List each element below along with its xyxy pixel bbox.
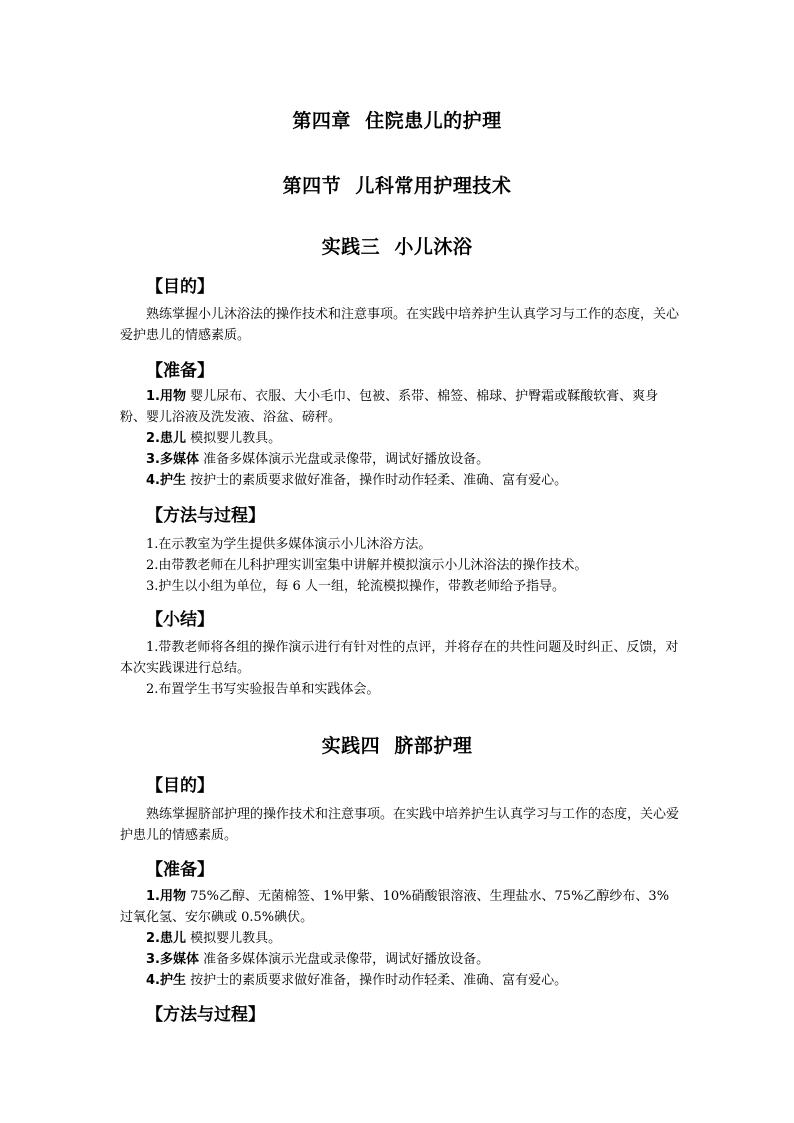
prep-item-text: 75%乙醇、无菌棉签、1%甲紫、10%硝酸银溶液、生理盐水、75%乙醇纱布、3%过氧化氢、安尔碘或 0.5%碘伏。: [120, 889, 670, 925]
prep-item-text: 准备多媒体演示光盘或录像带，调试好播放设备。: [198, 452, 490, 467]
practice4-prep-item-2: [146, 928, 281, 949]
practice3-method-item-3: 3.护生以小组为单位，每 6 人一组，轮流模拟操作，带教老师给予指导。: [146, 579, 565, 594]
practice3-summary-item-2: 2.布置学生书写实验报告单和实践体会。: [146, 682, 380, 697]
practice4-purpose-heading: 【目的】: [146, 776, 214, 796]
practice3-summary-heading: 【小结】: [146, 610, 214, 630]
section-title: 第四节 儿科常用护理技术: [282, 175, 512, 197]
prep-item-label: 4.护生: [146, 973, 186, 988]
practice4-method-heading: 【方法与过程】: [146, 1005, 265, 1025]
practice4-purpose-text: 熟练掌握脐部护理的操作技术和注意事项。在实践中培养护生认真学习与工作的态度，关心爱护患儿的情感素质。: [120, 807, 680, 843]
practice4-prep-item-1: [120, 886, 680, 928]
practice4-prep-item-3: [146, 949, 489, 970]
practice3-purpose-heading: 【目的】: [146, 277, 214, 297]
practice3-method-item-2: 2.由带教老师在儿科护理实训室集中讲解并模拟演示小儿沐浴法的操作技术。: [146, 558, 588, 573]
practice3-purpose-text: 熟练掌握小儿沐浴法的操作技术和注意事项。在实践中培养护生认真学习与工作的态度，关心爱护患儿的情感素质。: [120, 307, 680, 343]
practice3-prep-item-3: [146, 449, 489, 470]
practice4-prep-heading: 【准备】: [146, 860, 214, 880]
practice4-prep-item-4: [146, 970, 567, 991]
prep-item-text: 模拟婴儿教具。: [185, 931, 282, 946]
practice4-title: 实践四 脐部护理: [321, 735, 473, 757]
practice3-prep-item-2: [146, 428, 281, 449]
prep-item-text: 准备多媒体演示光盘或录像带，调试好播放设备。: [198, 952, 490, 967]
prep-item-label: 3.多媒体: [146, 452, 199, 467]
prep-item-label: 2.患儿: [146, 431, 186, 446]
chapter-title: 第四章 住院患儿的护理: [292, 110, 502, 132]
practice3-method-item-1: 1.在示教室为学生提供多媒体演示小儿沐浴方法。: [146, 537, 432, 552]
practice3-prep-item-1: [120, 386, 680, 428]
prep-item-text: 按护士的素质要求做好准备，操作时动作轻柔、准确、富有爱心。: [185, 973, 568, 988]
prep-item-label: 3.多媒体: [146, 952, 199, 967]
practice3-title: 实践三 小儿沐浴: [321, 236, 473, 258]
practice3-method-heading: 【方法与过程】: [146, 506, 265, 526]
prep-item-text: 婴儿尿布、衣服、大小毛巾、包被、系带、棉签、棉球、护臀霜或鞣酸软膏、爽身粉、婴儿浴液及洗发液、浴盆、磅秤。: [120, 389, 659, 425]
practice3-prep-item-4: [146, 470, 567, 491]
prep-item-label: 1.用物: [146, 889, 186, 904]
practice3-summary-item-1: 1.带教老师将各组的操作演示进行有针对性的点评，并将存在的共性问题及时纠正、反馈，对本次实践课进行总结。: [120, 640, 679, 676]
prep-item-label: 4.护生: [146, 473, 186, 488]
prep-item-text: 按护士的素质要求做好准备，操作时动作轻柔、准确、富有爱心。: [185, 473, 568, 488]
prep-item-text: 模拟婴儿教具。: [185, 431, 282, 446]
practice3-prep-heading: 【准备】: [146, 361, 214, 381]
prep-item-label: 2.患儿: [146, 931, 186, 946]
prep-item-label: 1.用物: [146, 389, 186, 404]
